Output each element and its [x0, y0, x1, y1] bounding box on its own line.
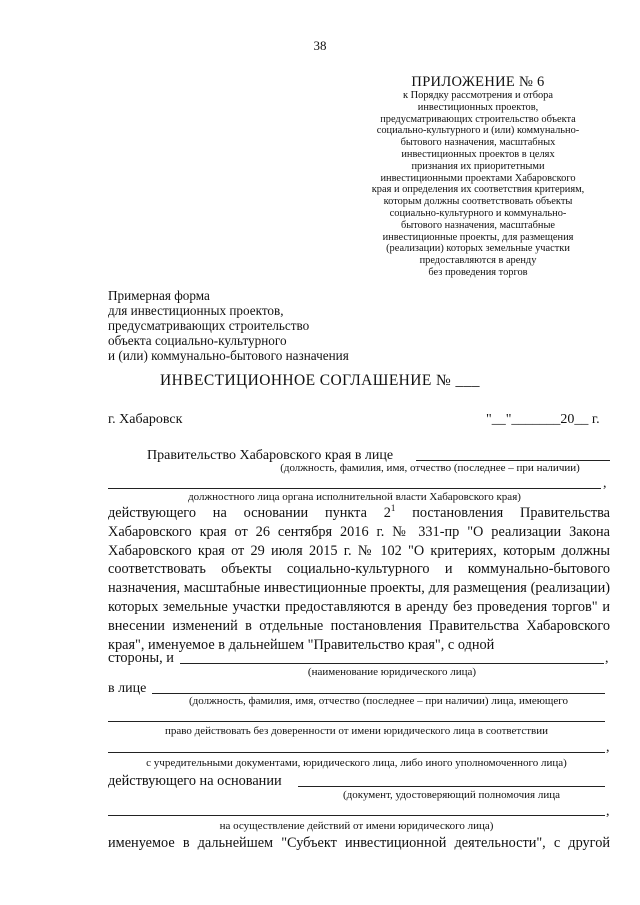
comma: ,	[606, 740, 610, 755]
in-person-blank-3	[108, 752, 605, 753]
in-person-blank-2	[108, 721, 605, 722]
government-caption-2: должностного лица органа исполнительной власти Хабаровского края)	[188, 491, 521, 503]
city: г. Хабаровск	[108, 412, 183, 427]
appendix-line: без проведения торгов	[428, 266, 528, 278]
government-prefix: Правительство Хабаровского края в лице	[147, 448, 394, 463]
basis-caption-1: (документ, удостоверяющий полномочия лица	[343, 789, 560, 801]
appendix-block	[338, 74, 618, 279]
basis-blank-2	[108, 815, 605, 816]
official-blank	[108, 488, 601, 489]
in-person-blank	[152, 693, 605, 694]
in-person-caption-3: с учредительными документами, юридического лица, либо иного уполномоченного лица)	[146, 757, 567, 769]
in-person-prefix: в лице	[108, 681, 147, 696]
in-person-caption-2: право действовать без доверенности от имени юридического лица в соответствии	[164, 725, 549, 737]
form-note-line: Примерная форма	[108, 288, 210, 303]
basis-blank	[298, 786, 605, 787]
basis-caption-2: на осуществление действий от имени юридического лица)	[219, 820, 494, 832]
appendix-line: инвестиционные проекты, для размещения	[382, 231, 574, 243]
paragraph-superscript: 1	[390, 503, 396, 514]
appendix-line: социально-культурного и (или) коммунально-	[376, 125, 580, 137]
form-note-line: для инвестиционных проектов,	[108, 303, 284, 318]
government-blank	[416, 460, 610, 461]
appendix-line: бытового назначения, масштабных	[400, 137, 556, 149]
appendix-line: признания их приоритетными	[411, 160, 545, 172]
appendix-line: предусматривающих строительство объекта	[380, 113, 576, 125]
appendix-heading: ПРИЛОЖЕНИЕ № 6	[411, 74, 545, 90]
appendix-line: которым должны соответствовать объекты	[383, 196, 573, 208]
appendix-line: (реализации) которых земельные участки	[386, 243, 570, 255]
comma: ,	[606, 804, 610, 819]
paragraph-part-2: постановления Правительства Хабаровского края от 26 сентября 2016 г. № 331-пр "О реализации Закона Хабаровского края от 29 июля 2015 г. № 102 "О критериях, которым должны соответствовать объекты социально-культурного и коммунально-бытового назначения, масштабные инвестиционные проекты, для размещения (реализации) которых земельные участки предоставляются в аренду без проведения торгов" и внесении изменений в отдельные постановления Правительства Хабаровского края", именуемое в дальнейшем "Правительство края", с одной	[108, 505, 610, 653]
appendix-line: бытового назначения, масштабные	[400, 219, 556, 231]
form-note	[108, 288, 349, 363]
document-title: ИНВЕСТИЦИОННОЕ СОГЛАШЕНИЕ № ___	[160, 372, 480, 389]
appendix-line: инвестиционными проектами Хабаровского	[380, 172, 576, 184]
entity-caption: (наименование юридического лица)	[307, 666, 477, 678]
appendix-line: к Порядку рассмотрения и отбора	[403, 90, 553, 101]
appendix-line: предоставляются в аренду	[419, 255, 537, 267]
page-number: 38	[313, 38, 327, 53]
form-note-line: предусматривающих строительство	[108, 318, 310, 333]
form-note-line: и (или) коммунально-бытового назначения	[108, 348, 349, 363]
in-person-caption-1: (должность, фамилия, имя, отчество (последнее – при наличии) лица, имеющего	[188, 695, 569, 707]
appendix-line: края и определения их соответствия критериям,	[371, 184, 585, 196]
entity-blank	[180, 663, 604, 664]
government-caption-1: (должность, фамилия, имя, отчество (последнее – при наличии)	[280, 462, 580, 474]
date-field: "__"_______20__ г.	[486, 412, 600, 427]
paragraph-part-3: стороны, и	[108, 650, 174, 666]
appendix-line: инвестиционных проектов,	[417, 101, 539, 113]
appendix-line: инвестиционных проектов в целях	[401, 148, 555, 160]
form-note-line: объекта социально-культурного	[108, 333, 287, 348]
main-paragraph	[108, 504, 610, 654]
subject-text: именуемое в дальнейшем "Субъект инвестиционной деятельности", с другой	[108, 835, 610, 851]
comma: ,	[603, 476, 607, 491]
appendix-line: социально-культурного и коммунально-	[389, 207, 567, 219]
basis-prefix: действующего на основании	[108, 773, 282, 789]
paragraph-part-1: действующего на основании пункта 2	[108, 505, 391, 521]
comma: ,	[605, 651, 609, 666]
